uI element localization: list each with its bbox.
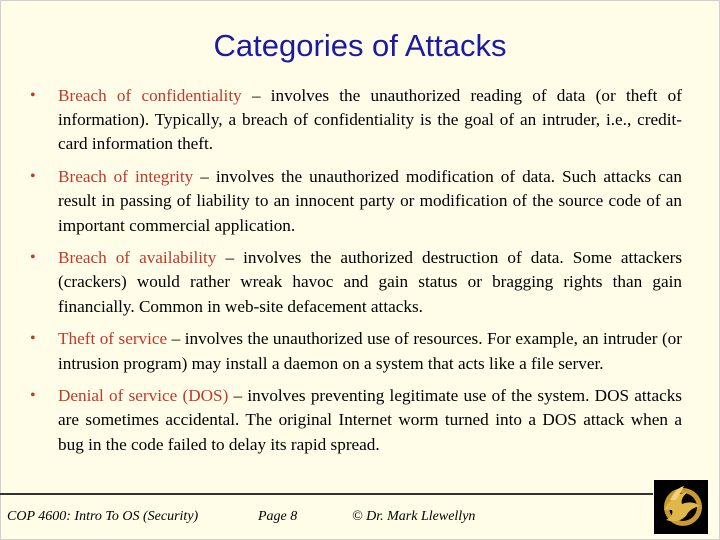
slide-footer (0, 493, 653, 539)
bullet-term: Breach of availability (58, 248, 217, 268)
bullet-integrity (30, 165, 682, 238)
bullet-denial-of-service (30, 384, 682, 457)
bullet-availability (30, 246, 682, 319)
bullet-text: – involves the unauthorized use of resources. For example, an intruder (or intrusion program) may install a daemon on a system that acts like a file server. (58, 329, 682, 373)
footer-course: COP 4600: Intro To OS (Security) (7, 509, 199, 524)
bullet-dot-icon: • (30, 249, 36, 267)
bullet-list (30, 84, 682, 465)
bullet-text: – involves the authorized destruction of data. Some attackers (crackers) would rather wreak havoc and gain status or bragging rights than gain financially. Common in web-site defacement attacks. (58, 248, 683, 316)
footer-page-number: Page 8 (258, 509, 298, 524)
bullet-confidentiality (30, 84, 682, 157)
bullet-theft-of-service (30, 327, 682, 375)
pegasus-logo-graphic (654, 480, 708, 534)
bullet-term: Denial of service (DOS) (58, 386, 229, 406)
bullet-text: – involves preventing legitimate use of the system. DOS attacks are sometimes accidental. The original Internet worm turned into a DOS attack when a bug in the code failed to delay its rapid spread. (58, 386, 682, 454)
bullet-dot-icon: • (30, 330, 36, 348)
slide-title: Categories of Attacks (213, 28, 507, 63)
bullet-dot-icon: • (30, 168, 36, 186)
bullet-term: Breach of confidentiality (58, 86, 242, 105)
footer-copyright: © Dr. Mark Llewellyn (352, 509, 476, 524)
bullet-term: Breach of integrity (58, 167, 194, 187)
pegasus-logo-icon (654, 480, 708, 534)
bullet-text: – involves the unauthorized reading of data (or theft of information). Typically, a breach of confidentiality is the goal of an intruder, i.e., credit-card information theft. (58, 86, 682, 154)
bullet-term: Theft of service (58, 329, 168, 349)
bullet-text: – involves the unauthorized modification of data. Such attacks can result in passing of liability to an innocent party or modification of the source code of an important commercial application. (58, 167, 682, 235)
bullet-dot-icon: • (30, 87, 36, 104)
bullet-dot-icon: • (30, 387, 36, 405)
